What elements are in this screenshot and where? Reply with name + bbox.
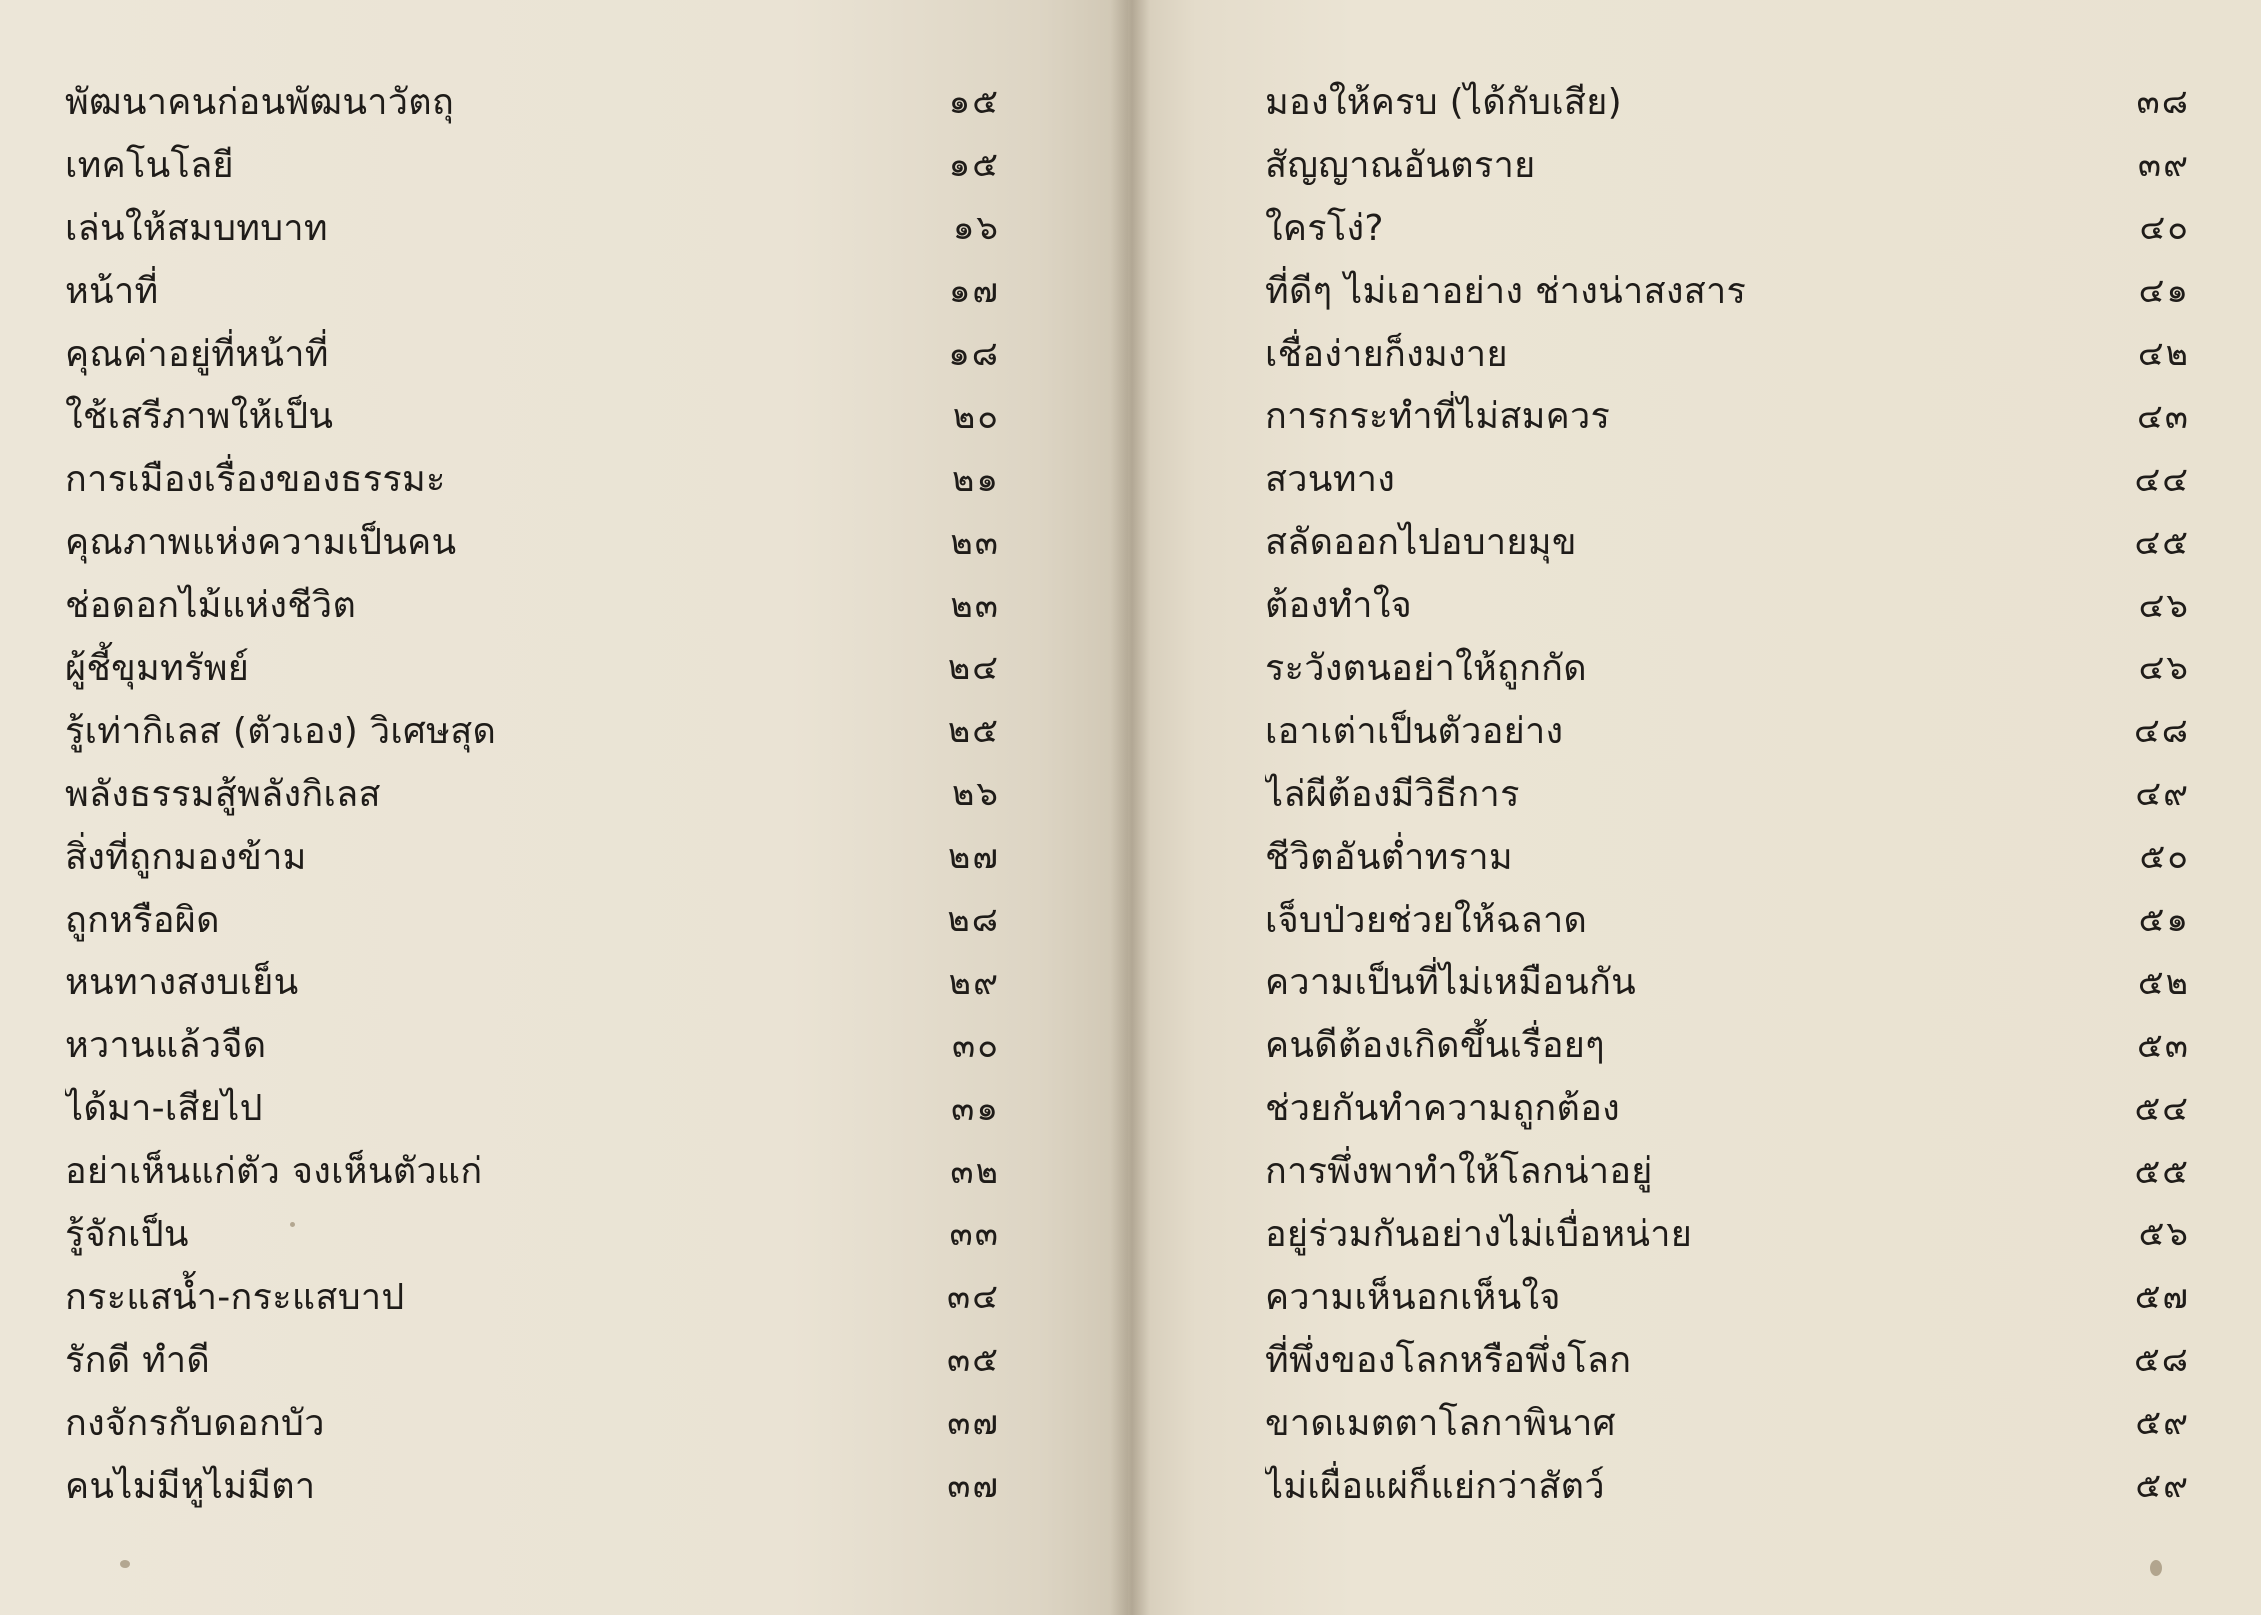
toc-entry <box>65 1265 1000 1328</box>
toc-entry-page-number: ๕๖ <box>2138 1214 2190 1255</box>
toc-entry-page-number: ๓๔ <box>947 1277 1000 1318</box>
toc-entry-page-number: ๔๒ <box>2137 334 2190 374</box>
toc-entry-page-number: ๒๑ <box>952 459 1000 500</box>
toc-entry <box>1265 888 2190 951</box>
toc-entry <box>65 1139 1000 1202</box>
toc-entry <box>65 888 1000 951</box>
toc-entry-page-number: ๓๙ <box>2137 145 2190 186</box>
toc-entry-page-number: ๕๙ <box>2135 1403 2190 1444</box>
book-gutter <box>1110 0 1150 1615</box>
toc-entry-title: สิ่งที่ถูกมองข้าม <box>65 836 307 878</box>
toc-entry-page-number: ๑๖ <box>952 208 1000 249</box>
toc-entry <box>1265 1328 2190 1391</box>
toc-entry-title: เจ็บป่วยช่วยให้ฉลาด <box>1265 899 1588 941</box>
toc-entry-title: ที่ดีๆ ไม่เอาอย่าง ช่างน่าสงสาร <box>1265 270 1747 312</box>
toc-entry <box>1265 1202 2190 1265</box>
toc-entry-page-number: ๔๖ <box>2138 648 2190 689</box>
toc-entry-page-number: ๕๒ <box>2137 962 2190 1003</box>
toc-entry-title: เชื่อง่ายก็งมงาย <box>1265 333 1508 375</box>
toc-entry-title: หน้าที่ <box>65 270 159 312</box>
toc-entry-title: เทคโนโลยี <box>65 144 234 186</box>
toc-entry-title: ช่วยกันทำความถูกต้อง <box>1265 1088 1621 1130</box>
toc-entry-page-number: ๓๑ <box>951 1088 1000 1129</box>
toc-entry-page-number: ๒๖ <box>952 774 1000 815</box>
toc-entry-title: คุณภาพแห่งความเป็นคน <box>65 522 457 564</box>
toc-entry <box>1265 70 2190 133</box>
toc-entry-page-number: ๑๗ <box>948 271 1000 312</box>
toc-entry-page-number: ๕๑ <box>2138 900 2190 941</box>
toc-entry <box>65 825 1000 888</box>
toc-entry-title: ชีวิตอันต่ำทราม <box>1265 836 1513 878</box>
toc-entry-title: กระแสน้ำ-กระแสบาป <box>65 1276 405 1318</box>
toc-entry-title: หนทางสงบเย็น <box>65 962 299 1004</box>
toc-entry <box>65 259 1000 322</box>
toc-entry-page-number: ๕๘ <box>2134 1340 2190 1381</box>
toc-entry-title: สวนทาง <box>1265 459 1396 501</box>
toc-entry-page-number: ๓๗ <box>947 1403 1000 1444</box>
toc-entry <box>65 1202 1000 1265</box>
toc-entry-page-number: ๔๓ <box>2137 396 2190 437</box>
toc-entry-page-number: ๓๐ <box>952 1025 1000 1066</box>
toc-entry-page-number: ๕๙ <box>2135 1466 2190 1507</box>
toc-entry <box>65 447 1000 510</box>
toc-entry-title: คนดีต้องเกิดขึ้นเรื่อยๆ <box>1265 1025 1605 1067</box>
toc-entry-title: ถูกหรือผิด <box>65 899 220 941</box>
toc-entry-title: ใช้เสรีภาพให้เป็น <box>65 396 334 438</box>
toc-entry-page-number: ๔๑ <box>2138 271 2190 312</box>
toc-entry-title: สลัดออกไปอบายมุข <box>1265 522 1577 564</box>
toc-entry <box>1265 1013 2190 1076</box>
toc-entry <box>1265 1391 2190 1454</box>
toc-entry-title: การพึ่งพาทำให้โลกน่าอยู่ <box>1265 1151 1653 1193</box>
toc-entry-page-number: ๕๗ <box>2134 1277 2190 1318</box>
toc-entry <box>65 1328 1000 1391</box>
toc-entry-title: ผู้ชี้ขุมทรัพย์ <box>65 647 250 689</box>
toc-entry-page-number: ๓๗ <box>947 1466 1000 1507</box>
toc-entry-title: รักดี ทำดี <box>65 1339 211 1381</box>
toc-entry-title: ต้องทำใจ <box>1265 585 1412 627</box>
toc-entry <box>1265 1139 2190 1202</box>
toc-entry <box>1265 1454 2190 1517</box>
toc-entry-page-number: ๒๓ <box>950 585 1000 626</box>
toc-entry-page-number: ๑๕ <box>948 145 1000 186</box>
toc-entry-title: ความเป็นที่ไม่เหมือนกัน <box>1265 962 1637 1004</box>
toc-entry <box>65 636 1000 699</box>
toc-right-column <box>1265 70 2190 1516</box>
toc-entry-title: คนไม่มีหูไม่มีตา <box>65 1465 316 1507</box>
toc-entry <box>65 133 1000 196</box>
toc-entry-title: รู้เท่ากิเลส (ตัวเอง) วิเศษสุด <box>65 710 497 752</box>
toc-entry-page-number: ๓๕ <box>947 1340 1000 1381</box>
toc-entry-title: พัฒนาคนก่อนพัฒนาวัตถุ <box>65 81 455 123</box>
toc-entry-page-number: ๔๐ <box>2139 208 2190 249</box>
toc-entry-page-number: ๑๕ <box>948 82 1000 123</box>
toc-entry-page-number: ๒๘ <box>947 900 1000 941</box>
toc-entry-page-number: ๒๐ <box>952 396 1000 437</box>
toc-entry-title: การกระทำที่ไม่สมควร <box>1265 396 1611 438</box>
toc-entry-title: อย่าเห็นแก่ตัว จงเห็นตัวแก่ <box>65 1151 483 1193</box>
toc-entry-title: พลังธรรมสู้พลังกิเลส <box>65 773 381 815</box>
paper-speck <box>120 1560 130 1568</box>
toc-entry-title: ไล่ผีต้องมีวิธีการ <box>1265 773 1520 815</box>
toc-entry-title: อยู่ร่วมกันอย่างไม่เบื่อหน่าย <box>1265 1213 1693 1255</box>
toc-entry <box>65 762 1000 825</box>
toc-entry <box>1265 825 2190 888</box>
toc-entry <box>65 510 1000 573</box>
toc-entry-title: มองให้ครบ (ได้กับเสีย) <box>1265 81 1622 123</box>
toc-entry <box>1265 699 2190 762</box>
toc-entry <box>1265 762 2190 825</box>
toc-entry <box>1265 1265 2190 1328</box>
toc-entry <box>65 1076 1000 1139</box>
toc-entry <box>65 1391 1000 1454</box>
toc-left-column <box>65 70 1000 1516</box>
toc-entry-page-number: ๒๕ <box>947 711 1000 752</box>
toc-entry-page-number: ๕๐ <box>2139 837 2190 878</box>
toc-entry <box>1265 1076 2190 1139</box>
toc-entry <box>1265 384 2190 447</box>
toc-entry <box>65 196 1000 259</box>
toc-entry <box>65 699 1000 762</box>
toc-entry-title: ที่พึ่งของโลกหรือพึ่งโลก <box>1265 1339 1632 1381</box>
toc-entry-title: ขาดเมตตาโลกาพินาศ <box>1265 1402 1616 1444</box>
toc-entry-page-number: ๒๔ <box>947 648 1000 689</box>
toc-entry-page-number: ๔๙ <box>2135 774 2190 815</box>
toc-entry <box>65 573 1000 636</box>
toc-entry <box>65 950 1000 1013</box>
toc-entry-title: หวานแล้วจืด <box>65 1025 267 1067</box>
toc-entry <box>1265 259 2190 322</box>
toc-entry-title: เล่นให้สมบทบาท <box>65 207 328 249</box>
toc-entry <box>1265 510 2190 573</box>
toc-entry-page-number: ๑๘ <box>948 334 1000 374</box>
toc-entry-title: ได้มา-เสียไป <box>65 1088 263 1130</box>
toc-entry <box>65 384 1000 447</box>
toc-entry <box>65 1013 1000 1076</box>
toc-entry-page-number: ๔๖ <box>2138 585 2190 626</box>
toc-entry-page-number: ๔๘ <box>2134 711 2190 752</box>
toc-entry-title: ช่อดอกไม้แห่งชีวิต <box>65 585 357 627</box>
toc-entry-title: สัญญาณอันตราย <box>1265 144 1536 186</box>
toc-entry-title: ความเห็นอกเห็นใจ <box>1265 1276 1561 1318</box>
toc-entry-title: รู้จักเป็น <box>65 1213 189 1255</box>
toc-entry-title: ระวังตนอย่าให้ถูกกัด <box>1265 647 1587 689</box>
toc-entry <box>1265 133 2190 196</box>
toc-entry-title: กงจักรกับดอกบัว <box>65 1402 325 1444</box>
toc-entry <box>65 1454 1000 1517</box>
toc-entry <box>65 70 1000 133</box>
toc-entry-title: เอาเต่าเป็นตัวอย่าง <box>1265 710 1564 752</box>
toc-entry-page-number: ๕๕ <box>2134 1151 2190 1192</box>
toc-entry-page-number: ๕๓ <box>2137 1025 2190 1066</box>
toc-entry-page-number: ๕๔ <box>2134 1088 2190 1129</box>
toc-entry <box>1265 573 2190 636</box>
toc-entry <box>1265 447 2190 510</box>
toc-entry-page-number: ๓๒ <box>950 1151 1000 1192</box>
toc-entry-page-number: ๒๙ <box>948 962 1000 1003</box>
toc-entry <box>1265 322 2190 385</box>
toc-entry-page-number: ๒๗ <box>948 837 1000 878</box>
toc-entry <box>1265 196 2190 259</box>
toc-entry-page-number: ๓๘ <box>2136 82 2190 123</box>
toc-entry-page-number: ๔๔ <box>2134 459 2190 500</box>
toc-entry-title: ไม่เผื่อแผ่ก็แย่กว่าสัตว์ <box>1265 1465 1605 1507</box>
toc-entry <box>65 322 1000 385</box>
toc-entry <box>1265 636 2190 699</box>
toc-entry-title: คุณค่าอยู่ที่หน้าที่ <box>65 333 329 375</box>
toc-entry-page-number: ๒๓ <box>950 522 1000 563</box>
toc-entry-page-number: ๔๕ <box>2134 522 2190 563</box>
toc-entry <box>1265 950 2190 1013</box>
paper-speck <box>2150 1560 2162 1576</box>
toc-entry-page-number: ๓๓ <box>949 1214 1000 1255</box>
toc-entry-title: การเมืองเรื่องของธรรมะ <box>65 459 446 501</box>
toc-entry-title: ใครโง่? <box>1265 207 1384 249</box>
